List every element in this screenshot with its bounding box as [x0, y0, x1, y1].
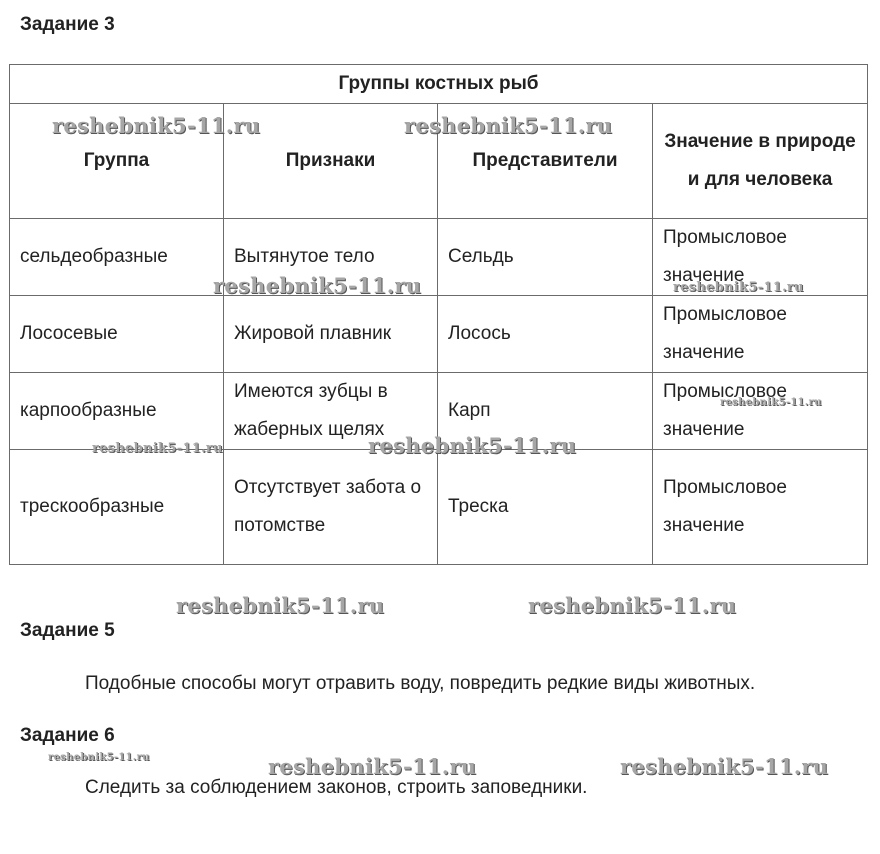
table-row	[10, 373, 868, 450]
table-caption-row	[10, 65, 868, 104]
task6-answer: Следить за соблюдением законов, строить заповедники.	[85, 777, 588, 798]
table-cell: Вытянутое тело	[224, 219, 438, 296]
watermark: reshebnik5-11.ru	[720, 397, 822, 408]
watermark: reshebnik5-11.ru	[368, 433, 577, 458]
table-cell: Имеются зубцы в жаберных щелях	[224, 373, 438, 450]
table-cell: карпообразные	[10, 373, 224, 450]
watermark: reshebnik5-11.ru	[92, 441, 223, 456]
watermark: reshebnik5-11.ru	[620, 754, 829, 779]
header-features: Признаки	[224, 104, 438, 219]
table-cell: трескообразные	[10, 450, 224, 565]
table-row	[10, 450, 868, 565]
header-significance: Значение в природе и для человека	[653, 104, 868, 219]
table-row	[10, 296, 868, 373]
table-caption: Группы костных рыб	[10, 65, 868, 104]
table-cell: Промысловое значение	[653, 373, 868, 450]
header-representatives: Представители	[438, 104, 653, 219]
task6-heading: Задание 6	[20, 725, 115, 746]
watermark: reshebnik5-11.ru	[404, 113, 613, 138]
task5-answer: Подобные способы могут отравить воду, повредить редкие виды животных.	[85, 673, 756, 694]
table-cell: сельдеобразные	[10, 219, 224, 296]
table-cell: Жировой плавник	[224, 296, 438, 373]
table-cell: Треска	[438, 450, 653, 565]
task5-heading: Задание 5	[20, 620, 115, 641]
table-cell: Карп	[438, 373, 653, 450]
task3-heading: Задание 3	[20, 14, 115, 35]
table-row	[10, 219, 868, 296]
watermark: reshebnik5-11.ru	[528, 593, 737, 618]
table-cell: Промысловое значение	[653, 296, 868, 373]
header-group: Группа	[10, 104, 224, 219]
table-header-row	[10, 104, 868, 219]
watermark: reshebnik5-11.ru	[268, 754, 477, 779]
table-cell: Промысловое значение	[653, 219, 868, 296]
table-cell: Отсутствует забота о потомстве	[224, 450, 438, 565]
watermark: reshebnik5-11.ru	[52, 113, 261, 138]
watermark: reshebnik5-11.ru	[213, 273, 422, 298]
watermark: reshebnik5-11.ru	[673, 280, 804, 295]
table-cell: Лососевые	[10, 296, 224, 373]
watermark: reshebnik5-11.ru	[48, 752, 150, 763]
table-cell: Промысловое значение	[653, 450, 868, 565]
table-cell: Лосось	[438, 296, 653, 373]
table-cell: Сельдь	[438, 219, 653, 296]
watermark: reshebnik5-11.ru	[176, 593, 385, 618]
bony-fish-table	[9, 64, 868, 565]
